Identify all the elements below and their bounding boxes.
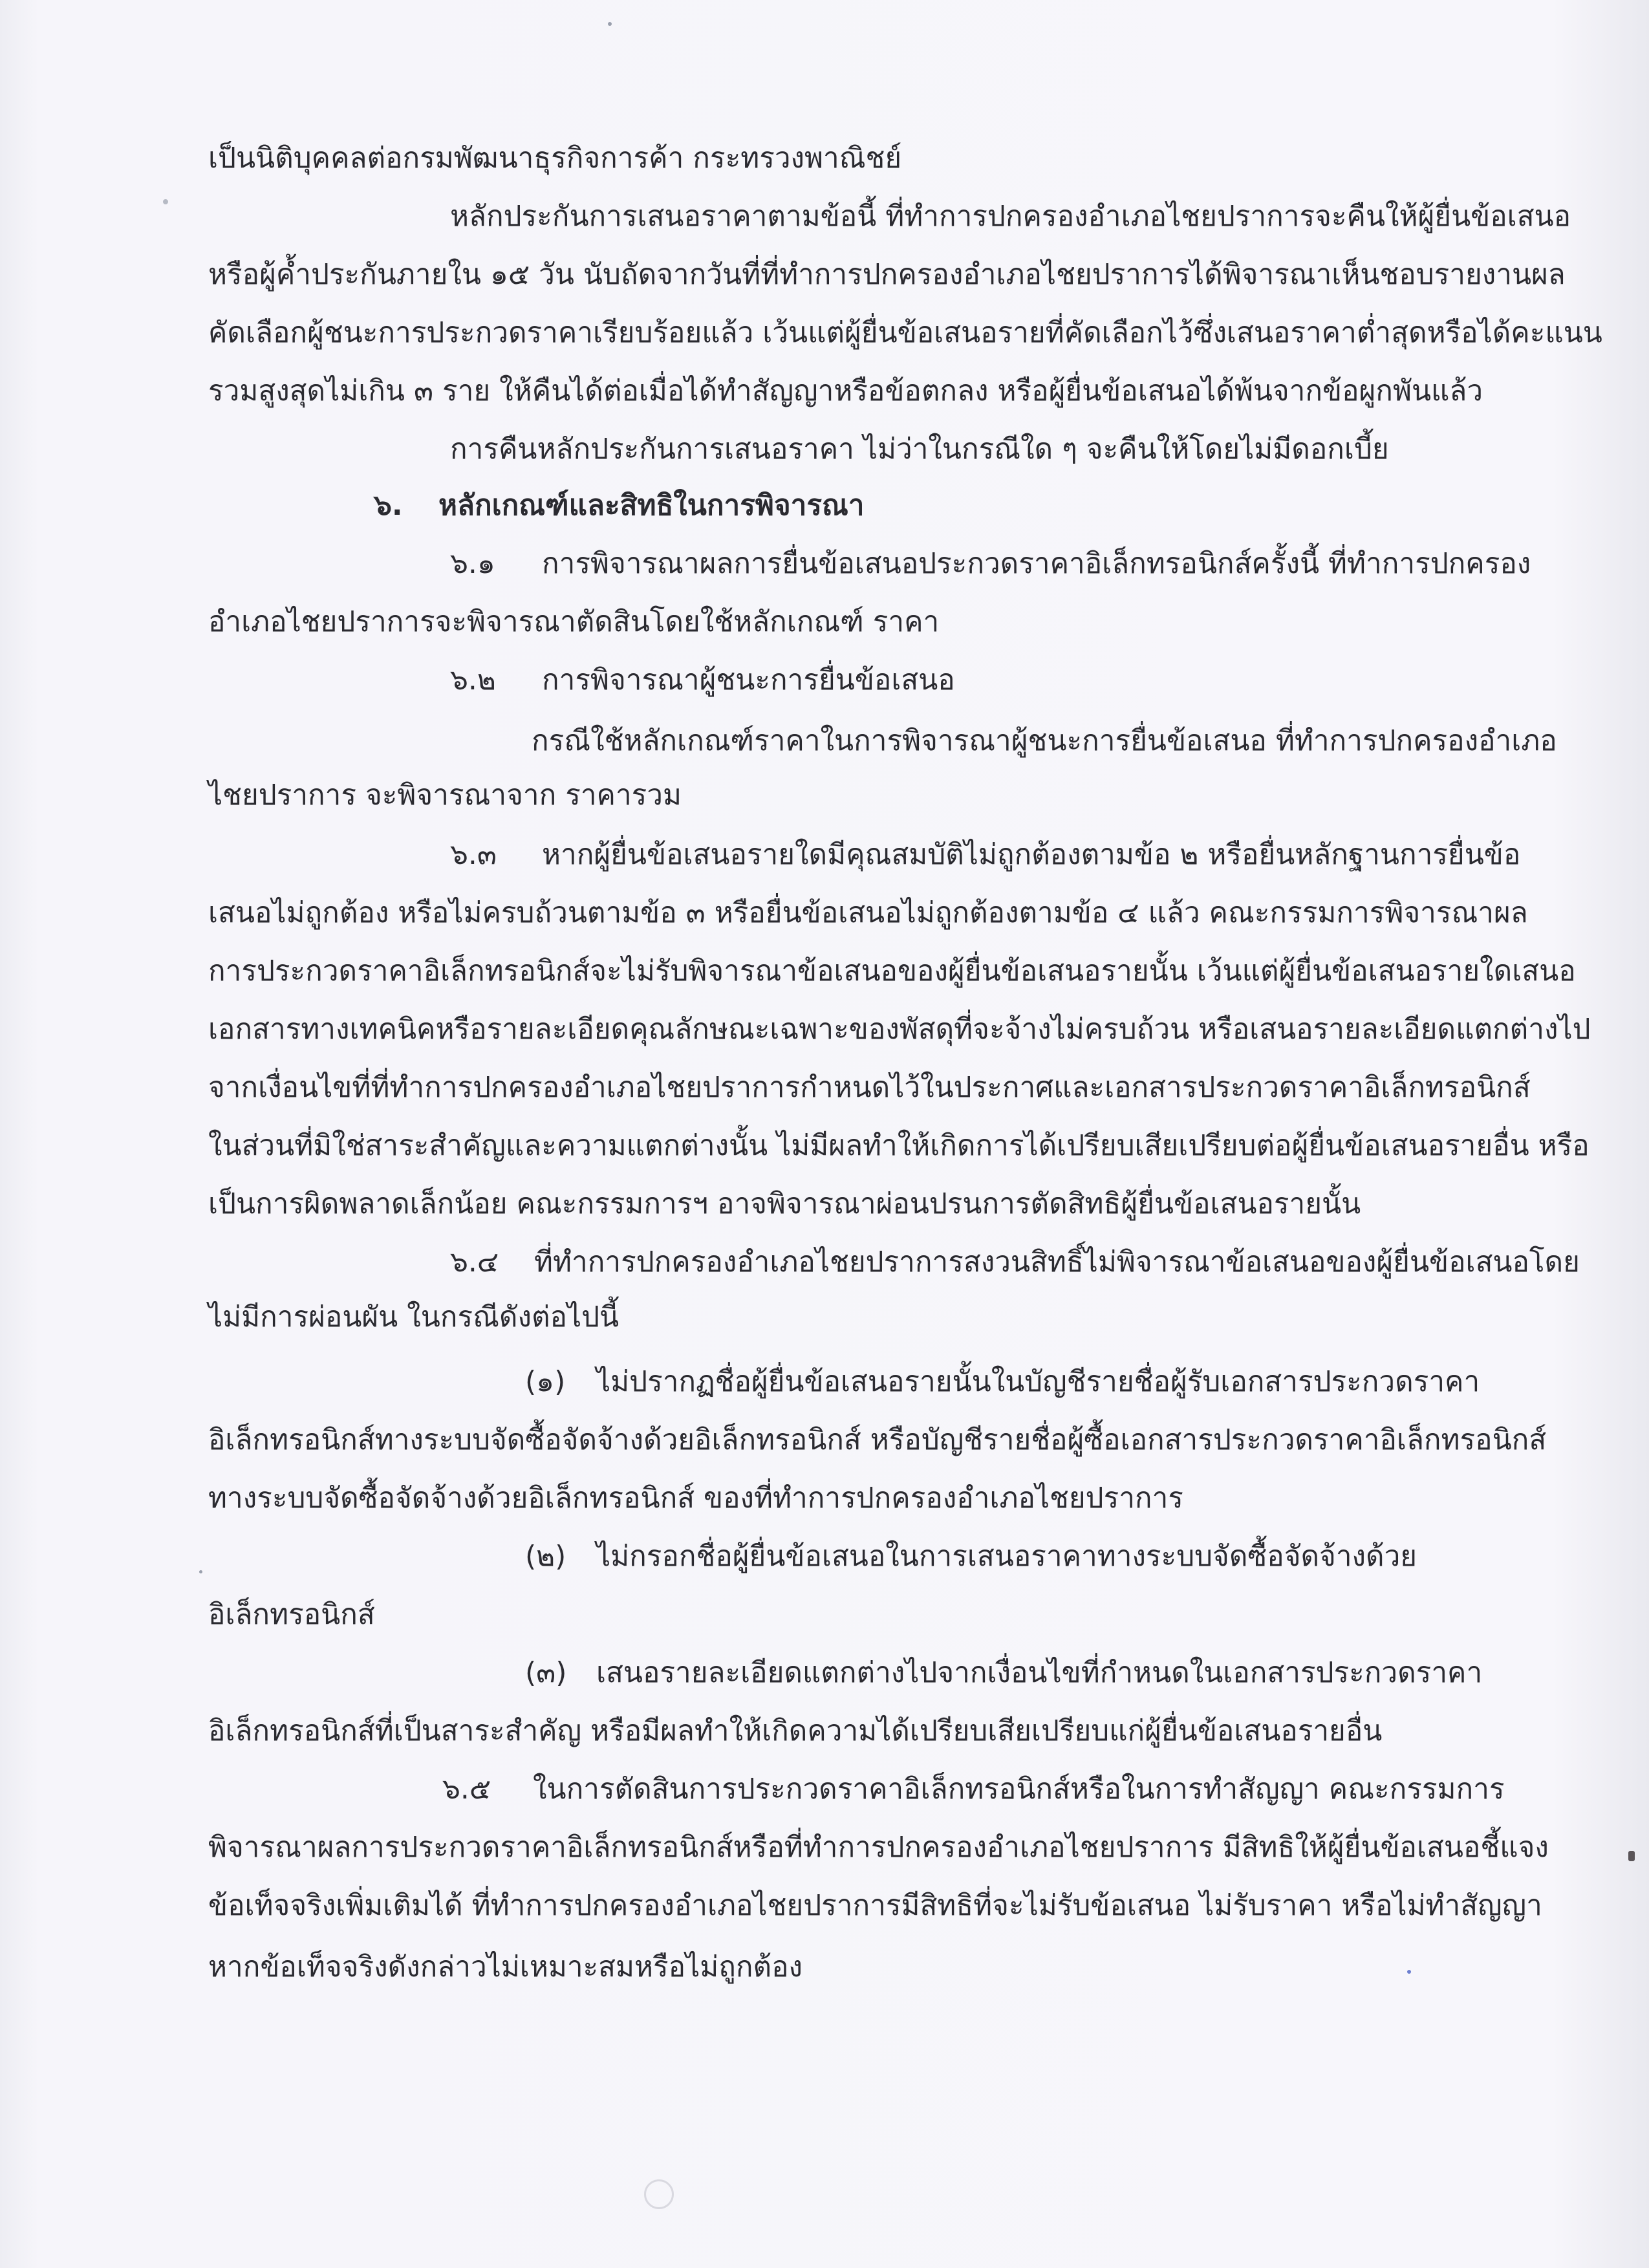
- line-text: เสนอรายละเอียดแตกต่างไปจากเงื่อนไขที่กำหนดในเอกสารประกวดราคา: [596, 1656, 1483, 1689]
- list-item-line: [525, 1654, 1482, 1692]
- line-text: การประกวดราคาอิเล็กทรอนิกส์จะไม่รับพิจารณาข้อเสนอของผู้ยื่นข้อเสนอรายนั้น เว้นแต่ผู้ยื่นข้อเสนอรายใดเสนอ: [208, 955, 1576, 988]
- line-text: ไม่มีการผ่อนผัน ในกรณีดังต่อไปนี้: [208, 1301, 620, 1334]
- list-item-number: (๑): [525, 1365, 566, 1398]
- body-text-line: [208, 1185, 1361, 1224]
- list-item-line: [525, 1363, 1480, 1401]
- line-text: ในการตัดสินการประกวดราคาอิเล็กทรอนิกส์หรือในการทำสัญญา คณะกรรมการ: [533, 1773, 1505, 1806]
- body-text-line: [450, 197, 1571, 236]
- subsection-number: ๖.๕: [442, 1773, 491, 1806]
- line-text: หรือผู้ค้ำประกันภายใน ๑๕ วัน นับถัดจากวันที่ที่ทำการปกครองอำเภอไชยปราการได้พิจารณาเห็นชอบรายงานผล: [208, 258, 1566, 291]
- line-text: เอกสารทางเทคนิคหรือรายละเอียดคุณลักษณะเฉพาะของพัสดุที่จะจ้างไม่ครบถ้วน หรือเสนอรายละเอียดแตกต่างไป: [208, 1013, 1591, 1046]
- subsection-number: ๖.๒: [450, 664, 496, 697]
- scan-speck: [644, 2179, 674, 2209]
- body-text-line: [208, 1886, 1542, 1925]
- subsection-line: [450, 545, 1531, 583]
- scan-speck: [163, 199, 168, 204]
- body-text-line: [208, 1712, 1382, 1751]
- list-item-number: (๒): [525, 1540, 566, 1573]
- line-text: ไม่กรอกชื่อผู้ยื่นข้อเสนอในการเสนอราคาทางระบบจัดซื้อจัดจ้างด้วย: [596, 1540, 1417, 1573]
- scan-speck: [608, 22, 612, 26]
- body-text-line: [208, 1068, 1531, 1107]
- line-text: ไชยปราการ จะพิจารณาจาก ราคารวม: [208, 779, 682, 812]
- body-text-line: [208, 603, 939, 642]
- body-text-line: [450, 430, 1389, 469]
- scan-speck: [1628, 1851, 1635, 1861]
- body-text-line: [208, 1595, 375, 1634]
- line-text: อิเล็กทรอนิกส์ที่เป็นสาระสำคัญ หรือมีผลทำให้เกิดความได้เปรียบเสียเปรียบแก่ผู้ยื่นข้อเสนอรายอื่น: [208, 1714, 1383, 1747]
- line-text: อำเภอไชยปราการจะพิจารณาตัดสินโดยใช้หลักเกณฑ์ ราคา: [208, 605, 940, 638]
- line-text: จากเงื่อนไขที่ที่ทำการปกครองอำเภอไชยปราการกำหนดไว้ในประกาศและเอกสารประกวดราคาอิเล็กทรอนิกส์: [208, 1071, 1531, 1104]
- line-text: การคืนหลักประกันการเสนอราคา ไม่ว่าในกรณีใด ๆ จะคืนให้โดยไม่มีดอกเบี้ย: [450, 433, 1389, 466]
- body-text-line: [208, 1127, 1590, 1165]
- body-text-line: [208, 372, 1483, 411]
- body-text-line: [208, 1828, 1549, 1867]
- body-text-line: [208, 776, 682, 815]
- line-text: เป็นนิติบุคคลต่อกรมพัฒนาธุรกิจการค้า กระทรวงพาณิชย์: [208, 142, 902, 175]
- subsection-line: [450, 836, 1520, 874]
- subsection-line: [450, 661, 955, 700]
- line-text: เสนอไม่ถูกต้อง หรือไม่ครบถ้วนตามข้อ ๓ หรือยื่นข้อเสนอไม่ถูกต้องตามข้อ ๔ แล้ว คณะกรรมการพิจารณาผล: [208, 896, 1528, 929]
- line-text: หลักประกันการเสนอราคาตามข้อนี้ ที่ทำการปกครองอำเภอไชยปราการจะคืนให้ผู้ยื่นข้อเสนอ: [450, 200, 1571, 233]
- subsection-number: ๖.๔: [450, 1246, 499, 1279]
- section-number: ๖.: [374, 489, 403, 522]
- body-text-line: [208, 1010, 1591, 1049]
- line-text: รวมสูงสุดไม่เกิน ๓ ราย ให้คืนได้ต่อเมื่อได้ทำสัญญาหรือข้อตกลง หรือผู้ยื่นข้อเสนอได้พ้นจากข้อผูกพันแล้ว: [208, 374, 1483, 407]
- body-text-line: [208, 1479, 1183, 1518]
- line-text: อิเล็กทรอนิกส์: [208, 1598, 375, 1631]
- body-text-line: [208, 314, 1602, 352]
- line-text: หากข้อเท็จจริงดังกล่าวไม่เหมาะสมหรือไม่ถูกต้อง: [208, 1950, 803, 1983]
- section-title: หลักเกณฑ์และสิทธิในการพิจารณา: [438, 489, 865, 522]
- line-text: ในส่วนที่มิใช่สาระสำคัญและความแตกต่างนั้น ไม่มีผลทำให้เกิดการได้เปรียบเสียเปรียบต่อผู้ยื่นข้อเสนอรายอื่น หรือ: [208, 1129, 1590, 1162]
- subsection-number: ๖.๓: [450, 838, 497, 871]
- scan-speck: [199, 1570, 202, 1573]
- list-item-number: (๓): [525, 1656, 567, 1689]
- body-text-line: [208, 1948, 803, 1987]
- body-text-line: [208, 952, 1576, 991]
- line-text: ไม่ปรากฏชื่อผู้ยื่นข้อเสนอรายนั้นในบัญชีรายชื่อผู้รับเอกสารประกวดราคา: [596, 1365, 1480, 1398]
- body-text-line: [208, 1298, 619, 1337]
- line-text: อิเล็กทรอนิกส์ทางระบบจัดซื้อจัดจ้างด้วยอิเล็กทรอนิกส์ หรือบัญชีรายชื่อผู้ซื้อเอกสารประกวดราคาอิเล็กทรอนิกส์: [208, 1423, 1547, 1456]
- line-text: การพิจารณาผู้ชนะการยื่นข้อเสนอ: [542, 664, 955, 697]
- body-text-line: [532, 722, 1557, 761]
- body-text-line: [208, 894, 1528, 933]
- line-text: คัดเลือกผู้ชนะการประกวดราคาเรียบร้อยแล้ว เว้นแต่ผู้ยื่นข้อเสนอรายที่คัดเลือกไว้ซึ่งเสนอราคาต่ำสุดหรือได้คะแนน: [208, 316, 1602, 349]
- line-text: ทางระบบจัดซื้อจัดจ้างด้วยอิเล็กทรอนิกส์ ของที่ทำการปกครองอำเภอไชยปราการ: [208, 1482, 1183, 1515]
- line-text: ที่ทำการปกครองอำเภอไชยปราการสงวนสิทธิ์ไม่พิจารณาข้อเสนอของผู้ยื่นข้อเสนอโดย: [534, 1246, 1580, 1279]
- body-text-line: [208, 255, 1566, 294]
- line-text: กรณีใช้หลักเกณฑ์ราคาในการพิจารณาผู้ชนะการยื่นข้อเสนอ ที่ทำการปกครองอำเภอ: [532, 724, 1557, 757]
- line-text: พิจารณาผลการประกวดราคาอิเล็กทรอนิกส์หรือที่ทำการปกครองอำเภอไชยปราการ มีสิทธิให้ผู้ยื่นข้อเสนอชี้แจง: [208, 1831, 1549, 1864]
- line-text: ข้อเท็จจริงเพิ่มเติมได้ ที่ทำการปกครองอำเภอไชยปราการมีสิทธิที่จะไม่รับข้อเสนอ ไม่รับราคา หรือไม่ทำสัญญา: [208, 1889, 1542, 1922]
- subsection-line: [450, 1243, 1580, 1282]
- list-item-line: [525, 1537, 1417, 1576]
- body-text-line: [208, 1421, 1546, 1460]
- line-text: เป็นการผิดพลาดเล็กน้อย คณะกรรมการฯ อาจพิจารณาผ่อนปรนการตัดสิทธิผู้ยื่นข้อเสนอรายนั้น: [208, 1187, 1361, 1220]
- body-text-line: [208, 139, 901, 178]
- section-heading: [374, 486, 865, 525]
- subsection-line: [442, 1770, 1505, 1809]
- line-text: การพิจารณาผลการยื่นข้อเสนอประกวดราคาอิเล็กทรอนิกส์ครั้งนี้ ที่ทำการปกครอง: [542, 547, 1531, 580]
- subsection-number: ๖.๑: [450, 547, 495, 580]
- line-text: หากผู้ยื่นข้อเสนอรายใดมีคุณสมบัติไม่ถูกต้องตามข้อ ๒ หรือยื่นหลักฐานการยื่นข้อ: [542, 838, 1521, 871]
- scan-speck: [1407, 1970, 1411, 1974]
